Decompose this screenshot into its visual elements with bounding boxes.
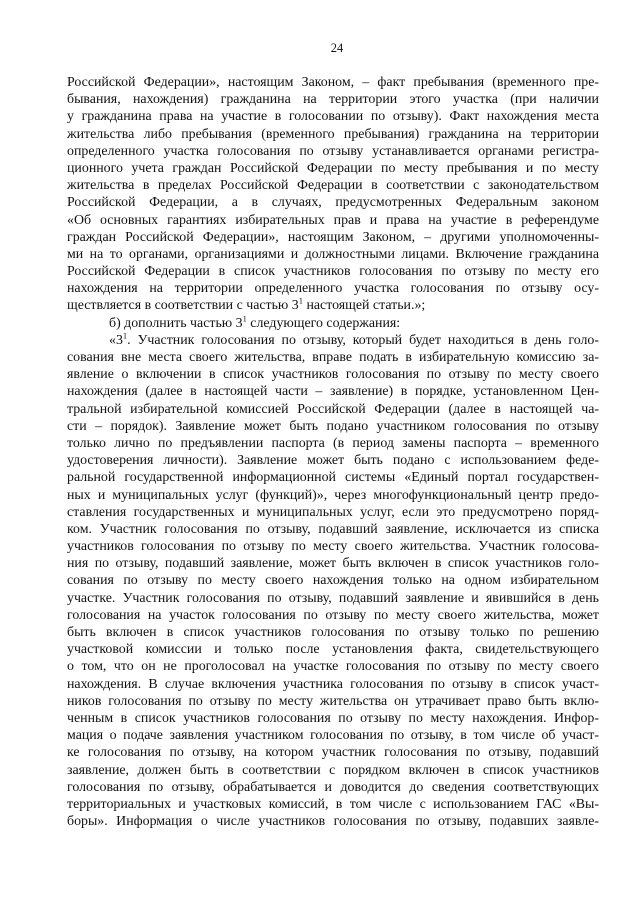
- text-line: голосования по отзыву, обрабатывается и доводится до сведения соответствующих: [67, 779, 599, 795]
- text-line: участке. Участник голосования по отзыву, подавший заявление и явившийся в день: [67, 590, 599, 606]
- line-text: б) дополнить частью 3: [109, 315, 243, 331]
- superscript: 1: [242, 314, 247, 323]
- text-line: ставления государственных и муниципальных услуг, если это предусмотрено поряд-: [67, 504, 599, 520]
- text-line: участковой комиссии и только после установления факта, свидетельствующего: [67, 642, 599, 658]
- text-line: явление о включении в список участников голосования по отзыву по месту своего: [67, 367, 599, 383]
- text-line: нахождения на территории определенного участка голосования по отзыву осу-: [67, 281, 599, 297]
- text-line: тральной избирательной комиссией Российской Федерации (далее в настоящей ча-: [67, 401, 599, 417]
- superscript: 1: [298, 297, 303, 306]
- text-line: заявление, должен быть в соответствии с порядком включен в список участников: [67, 762, 599, 778]
- text-line: ния по отзыву, подавший заявление, может быть включен в список участников голо-: [67, 556, 599, 572]
- text-line: удостоверения личности). Заявление может быть подано с использованием феде-: [67, 453, 599, 469]
- text-line: ком. Участник голосования по отзыву, подавший заявление, исключается из списка: [67, 521, 599, 537]
- text-line: сти – порядок). Заявление может быть подано участником голосования по отзыву: [67, 418, 599, 434]
- line-text-tail: следующего содержания:: [246, 315, 401, 331]
- line-text-tail: настоящей статьи.»;: [302, 298, 426, 314]
- text-line: сования по отзыву по месту своего нахождения только на одном избирательном: [67, 573, 599, 589]
- amendment-line: [67, 315, 599, 332]
- text-line: «Об основных гарантиях избирательных прав и права на участие в референдуме: [67, 212, 599, 228]
- text-line: определенного участка голосования по отзыву устанавливается органами регистра-: [67, 143, 599, 159]
- text-line: ников голосования по отзыву по месту жительства он утрачивает право быть вклю-: [67, 693, 599, 709]
- line-text-tail: . Участник голосования по отзыву, который будет находиться в день голо-: [127, 332, 599, 348]
- line-text: «3: [109, 332, 123, 348]
- text-line: Российской Федерации, а в случаях, предусмотренных Федеральным законом: [67, 195, 599, 211]
- text-line: сования вне места своего жительства, вправе подать в избирательную комиссию за-: [67, 350, 599, 365]
- text-line: бывания, нахождения) гражданина на территории этого участка (при наличии: [67, 92, 599, 108]
- text-line: боры». Информация о числе участников голосования по отзыву, подавших заявле-: [67, 814, 599, 830]
- text-line: ми на то органами, организациями и должностными лицами. Включение гражданина: [67, 246, 599, 262]
- text-line: нахождения. В случае включения участника голосования по отзыву в список участ-: [67, 676, 599, 692]
- text-line: мация о подаче заявления участником голосования по отзыву, в том числе об участ-: [67, 728, 599, 744]
- text-line: голосования на участок голосования по отзыву по месту своего жительства, может: [67, 607, 599, 623]
- text-line: территориальных и участковых комиссий, в том числе с использованием ГАС «Вы-: [67, 796, 599, 812]
- text-line: у гражданина права на участие в голосовании по отзыву). Факт нахождения места: [67, 109, 599, 125]
- line-text: ществляется в соответствии с частью 3: [67, 298, 299, 314]
- text-line: быть включен в список участников голосования по отзыву только по решению: [67, 625, 599, 640]
- text-line: ционного учета граждан Российской Федерации по месту пребывания и по месту: [67, 160, 599, 176]
- text-line: участников голосования по отзыву по месту своего жительства. Участник голосова-: [67, 539, 599, 555]
- text-line: ченным в список участников голосования по отзыву по месту нахождения. Инфор-: [67, 710, 599, 726]
- text-line: нахождения (далее в настоящей части – заявление) в порядке, установленном Цен-: [67, 384, 599, 400]
- paragraph-start-line: [67, 332, 599, 349]
- text-line: ке голосования по отзыву, на котором участник голосования по отзыву, подавший: [67, 745, 599, 761]
- text-line: ных и муниципальных услуг (функций)», через многофункциональный центр предо-: [67, 487, 599, 503]
- superscript: 1: [122, 331, 128, 341]
- text-line: граждан Российской Федерации», настоящим Законом, – другими уполномоченны-: [67, 229, 599, 245]
- text-line: Российской Федерации», настоящим Законом, – факт пребывания (временного пре-: [67, 75, 599, 90]
- text-line: Российской Федерации в список участников голосования по отзыву по месту его: [67, 264, 599, 280]
- text-line: жительства либо пребывания (временного пребывания) гражданина на территории: [67, 126, 599, 142]
- text-line: жительства в пределах Российской Федерации в соответствии с законодательством: [67, 178, 599, 194]
- body-text: [67, 74, 599, 830]
- page-number: 24: [330, 41, 344, 55]
- text-line: ральной государственной информационной системы «Единый портал государствен-: [67, 470, 599, 486]
- text-line: о том, что он не проголосовал на участке голосования по отзыву по месту своего: [67, 659, 599, 675]
- text-line: [67, 297, 599, 314]
- text-line: только лично по предъявлении паспорта (в период замены паспорта – временного: [67, 435, 599, 451]
